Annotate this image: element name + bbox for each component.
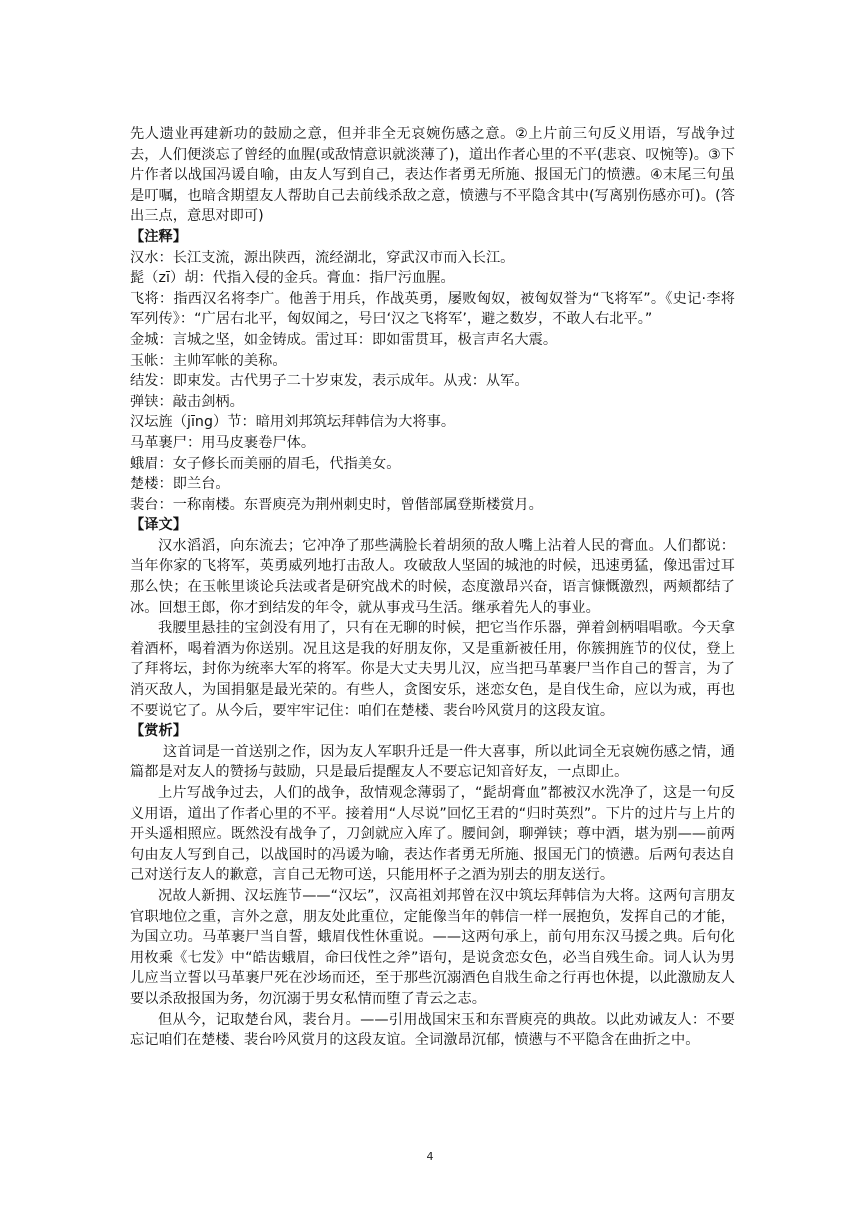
note-item: 汉坛旌（jīng）节：暗用刘邦筑坛拜韩信为大将事。 — [130, 414, 456, 431]
intro-paragraph: 先人遗业再建新功的鼓励之意，但并非全无哀婉伤感之意。②上片前三句反义用语，写战争过去，人们便淡忘了曾经的血腥(或敌情意识就淡薄了)，道出作者心里的不平(悲哀、叹惋等)。③下片作者以战国冯谖自喻，由友人写到自己，表达作者勇无所施、报国无门的愤懑。④末尾三句虽是叮嘱，也暗含期望友人帮助自己去前线杀敌之意，愤懑与不平隐含其中(写离别伤感亦可)。(答出三点，意思对即可) — [130, 126, 735, 225]
translation-paragraph: 汉水滔滔，向东流去；它冲净了那些满脸长着胡须的敌人嘴上沾着人民的膏血。人们都说：当年你家的飞将军，英勇威列地打击敌人。攻破敌人坚固的城池的时候，迅速勇猛，像迅雷过耳那么快；在玉帐里谈论兵法或者是研究战术的时候，态度激昂兴奋，语言慷慨激烈，两颊都结了冰。回想王郎，你才到结发的年令，就从事戎马生活。继承着先人的事业。 — [130, 537, 735, 616]
note-item: 汉水：长江支流，源出陕西，流经湖北，穿武汉市而入长江。 — [130, 249, 515, 266]
appreciation-paragraph: 这首词是一首送别之作，因为友人军职升迁是一件大喜事，所以此词全无哀婉伤感之情，通篇都是对友人的赞扬与鼓励，只是最后提醒友人不要忘记知音好友，一点即止。 — [130, 743, 735, 781]
page-number: 4 — [426, 1150, 434, 1163]
document-body — [130, 124, 735, 1051]
note-item: 裴台：一称南楼。东晋庾亮为荆州刺史时，曾偕部属登斯楼赏月。 — [130, 496, 543, 513]
note-item: 玉帐：主帅军帐的美称。 — [130, 352, 287, 369]
note-item: 蛾眉：女子修长而美丽的眉毛，代指美女。 — [130, 455, 401, 472]
note-item: 马革裹尸：用马皮裹卷尸体。 — [130, 434, 316, 451]
note-item: 金城：言城之坚，如金铸成。雷过耳：即如雷贯耳，极言声名大震。 — [130, 331, 558, 348]
notes-heading: 【注释】 — [130, 228, 187, 245]
note-item: 楚楼：即兰台。 — [130, 476, 230, 493]
appreciation-paragraph: 况故人新拥、汉坛旌节——“汉坛”，汉高祖刘邦曾在汉中筑坛拜韩信为大将。这两句言朋友官职地位之重，言外之意，朋友处此重位，定能像当年的韩信一样一展抱负，发挥自己的才能，为国立功。马革裹尸当自誓，蛾眉伐性休重说。——这两句承上，前句用东汉马援之典。后句化用枚乘《七发》中“皓齿蛾眉，命曰伐性之斧”语句，是说贪恋女色，必当自残生命。词人认为男儿应当立誓以马革裹尸死在沙场而还，至于那些沉溺酒色自戕生命之行再也休提，以此激励友人要以杀敌报国为务，勿沉溺于男女私情而堕了青云之志。 — [130, 887, 735, 1007]
appreciation-heading: 【赏析】 — [130, 723, 187, 740]
note-item: 飞将：指西汉名将李广。他善于用兵，作战英勇，屡败匈奴，被匈奴誉为“飞将军”。《史记·李将军列传》：“广居右北平，匈奴闻之，号曰‘汉之飞将军’，避之数岁，不敢人右北平。” — [130, 290, 736, 328]
translation-heading: 【译文】 — [130, 517, 187, 534]
note-item: 髭（zī）胡：代指入侵的金兵。膏血：指尸污血腥。 — [130, 270, 455, 287]
notes-list — [130, 248, 735, 516]
appreciation-paragraph: 上片写战争过去，人们的战争，敌情观念薄弱了，“髭胡膏血”都被汉水洗净了，这是一句反义用语，道出了作者心里的不平。接着用“人尽说”回忆王君的“归时英烈”。下片的过片与上片的开头遥相照应。既然没有战争了，刀剑就应入库了。腰间剑，聊弹铗；尊中酒，堪为别——前两句由友人写到自己，以战国时的冯谖为喻，表达作者勇无所施、报国无门的愤懑。后两句表达自己对送行友人的歉意，言自己无物可送，只能用杯子之酒为别去的朋友送行。 — [130, 785, 735, 884]
appreciation-paragraph: 但从今，记取楚台风，裴台月。——引用战国宋玉和东晋庾亮的典故。以此劝诫友人：不要忘记咱们在楚楼、裴台吟风赏月的这段友谊。全词激昂沉郁，愤懑与不平隐含在曲折之中。 — [130, 1011, 735, 1049]
note-item: 弹铗：敲击剑柄。 — [130, 393, 244, 410]
translation-paragraph: 我腰里悬挂的宝剑没有用了，只有在无聊的时候，把它当作乐器，弹着剑柄唱唱歌。今天拿着酒杯，喝着酒为你送别。况且这是我的好朋友你，又是重新被任用，你簇拥旌节的仪仗，登上了拜将坛，封你为统率大军的将军。你是大丈夫男儿汉，应当把马革裹尸当作自己的誓言，为了消灭敌人，为国捐躯是最光荣的。有些人，贪图安乐，迷恋女色，是自伐生命，应以为戒，再也不要说它了。从今后，要牢牢记住：咱们在楚楼、裴台吟风赏月的这段友谊。 — [130, 620, 735, 719]
note-item: 结发：即束发。古代男子二十岁束发，表示成年。从戎：从军。 — [130, 373, 529, 390]
